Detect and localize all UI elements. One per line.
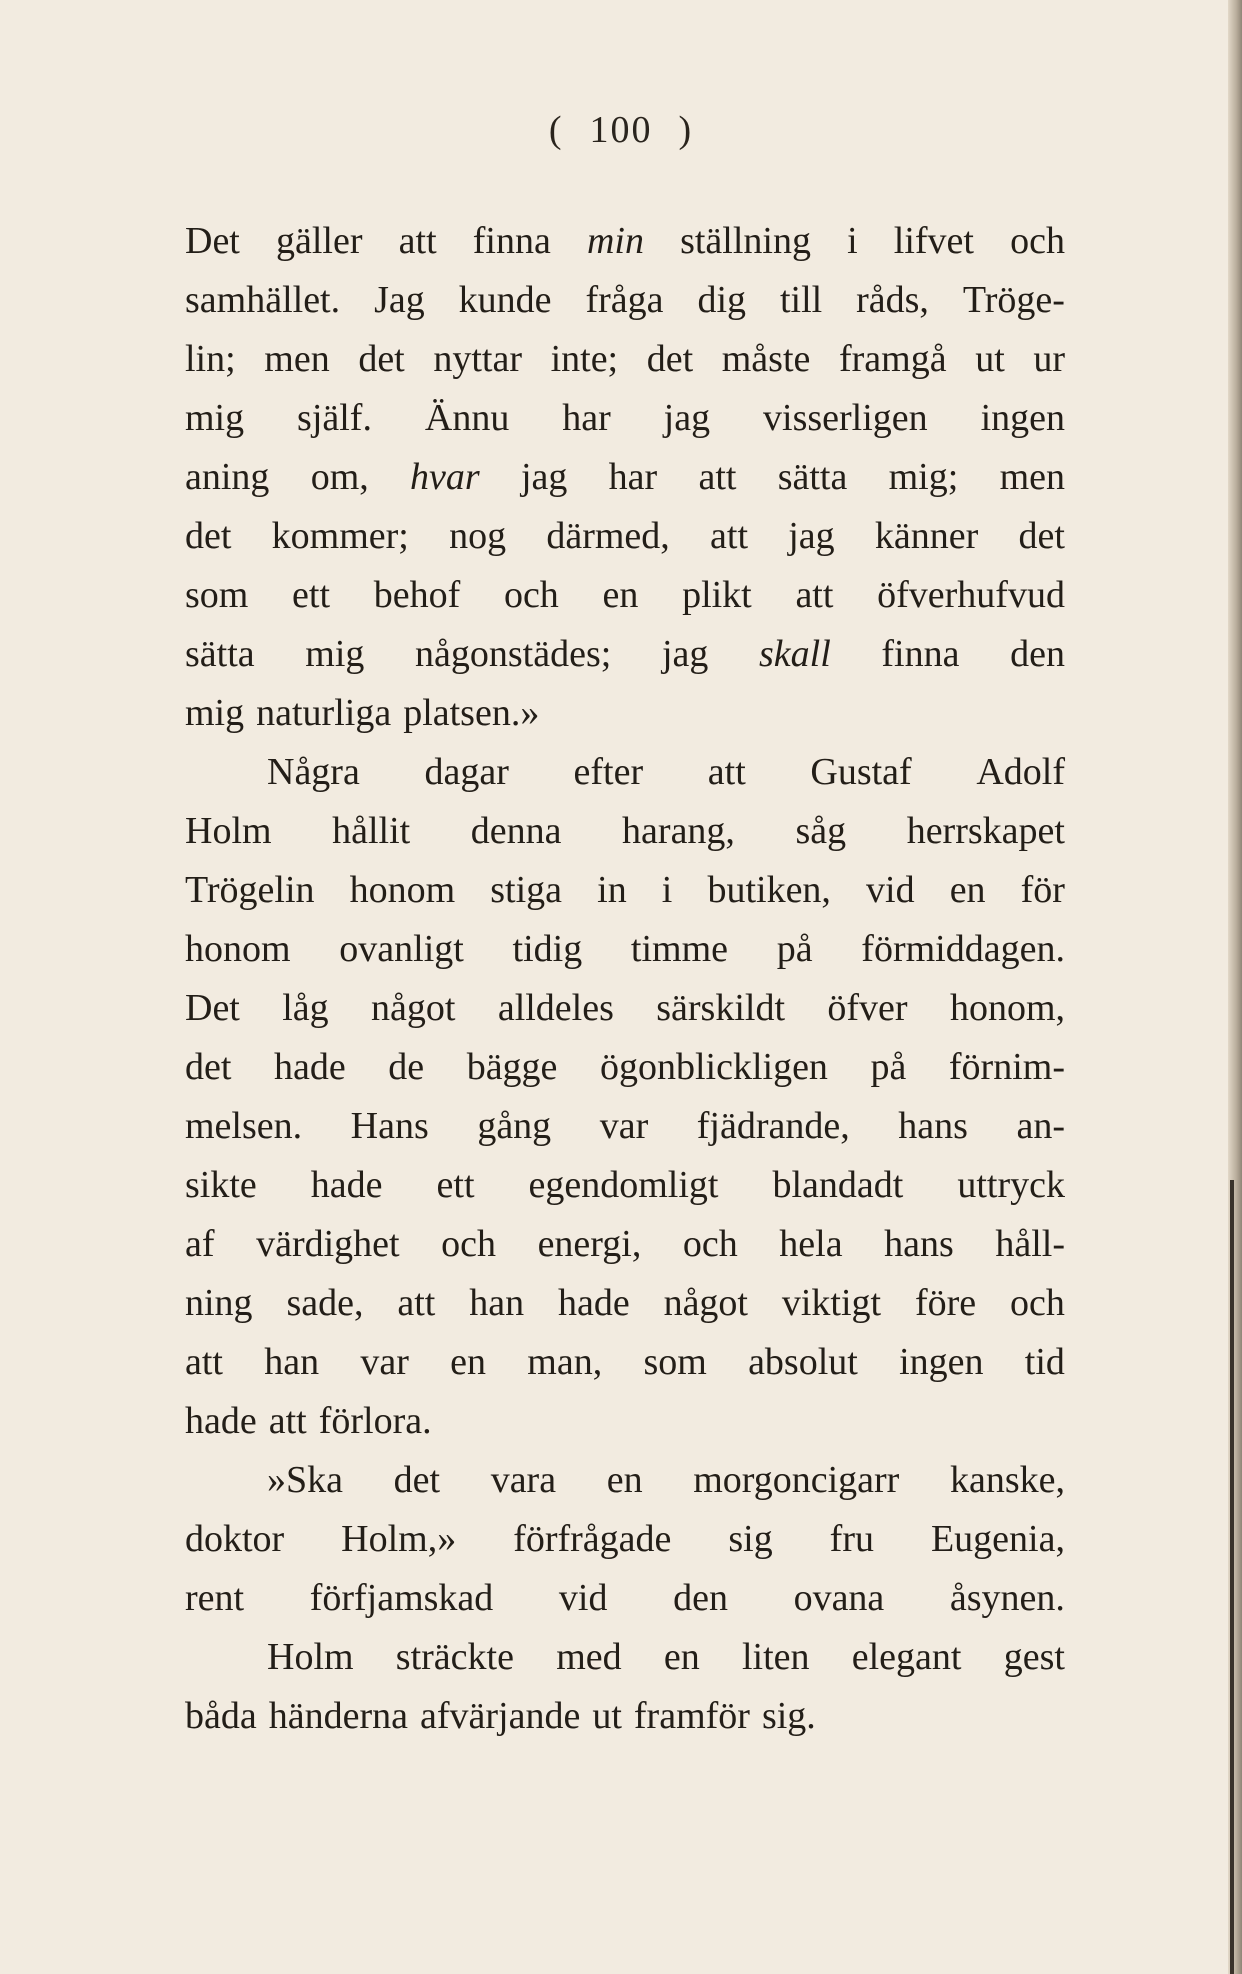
word: liten: [741, 1636, 810, 1678]
word: lifvet: [893, 220, 974, 262]
word: något: [663, 1282, 748, 1324]
word: timme: [630, 928, 729, 970]
word: plikt: [682, 574, 752, 616]
word: mig;: [888, 456, 959, 498]
word: kunde: [458, 279, 552, 321]
word: jag: [520, 456, 568, 498]
word: afvärjande: [420, 1695, 581, 1737]
word: af: [185, 1223, 215, 1265]
word: som: [185, 574, 249, 616]
word: båda: [185, 1695, 257, 1737]
word: den: [1010, 633, 1065, 675]
word: ovanligt: [339, 928, 464, 970]
word: en: [949, 869, 986, 911]
text-line: [185, 1274, 1065, 1333]
word: sträckte: [395, 1636, 514, 1678]
text-line: [185, 625, 1065, 684]
word: händerna: [268, 1695, 408, 1737]
word: denna: [470, 810, 562, 852]
word: den: [673, 1577, 728, 1619]
word: lin;: [185, 338, 236, 380]
word: dig: [697, 279, 747, 321]
word: förnim-: [948, 1046, 1065, 1088]
word: en: [606, 1459, 643, 1501]
word: honom: [349, 869, 456, 911]
word: Holm,»: [341, 1518, 457, 1560]
word: ställning: [680, 220, 811, 262]
word: låg: [282, 987, 329, 1029]
word: har: [562, 397, 611, 439]
word: fru: [829, 1518, 874, 1560]
word: åsynen.: [949, 1577, 1065, 1619]
word: att: [795, 574, 834, 616]
word: förlora.: [318, 1400, 432, 1442]
word: efter: [573, 751, 644, 793]
word: att: [698, 456, 737, 498]
text-line: [185, 448, 1065, 507]
word: doktor: [185, 1518, 285, 1560]
text-line: [185, 212, 1065, 271]
text-line: [185, 979, 1065, 1038]
word: Det: [185, 220, 240, 262]
word: honom: [185, 928, 291, 970]
word: ur: [1033, 338, 1065, 380]
word: ett: [292, 574, 331, 616]
word: egendomligt: [528, 1164, 719, 1206]
word: gest: [1003, 1636, 1065, 1678]
text-line: [185, 1038, 1065, 1097]
word: vid: [558, 1577, 608, 1619]
text-line: [185, 920, 1065, 979]
word: vara: [490, 1459, 557, 1501]
word: det: [1018, 515, 1065, 557]
word: mig: [305, 633, 365, 675]
page-number-value: 100: [589, 109, 653, 151]
word: att: [710, 515, 749, 557]
word: bägge: [466, 1046, 558, 1088]
word: ingen: [980, 397, 1065, 439]
word: stiga: [490, 869, 563, 911]
word: hvar: [410, 456, 480, 498]
word: före: [914, 1282, 977, 1324]
word: butiken,: [707, 869, 831, 911]
word: ovana: [793, 1577, 885, 1619]
word: i: [661, 869, 673, 911]
word: därmed,: [546, 515, 670, 557]
word: det: [358, 338, 405, 380]
word: öfverhufvud: [877, 574, 1065, 616]
word: ning: [185, 1282, 253, 1324]
word: öfver: [827, 987, 908, 1029]
word: naturliga: [256, 692, 392, 734]
word: jag: [661, 633, 709, 675]
word: Det: [185, 987, 240, 1029]
word: rent: [185, 1577, 245, 1619]
word: gäller: [276, 220, 363, 262]
word: hade: [310, 1164, 383, 1206]
word: håll-: [995, 1223, 1065, 1265]
word: Några: [267, 751, 360, 793]
word: förmiddagen.: [861, 928, 1065, 970]
word: till: [779, 279, 823, 321]
word: gång: [477, 1105, 552, 1147]
word: han: [469, 1282, 525, 1324]
text-line: [185, 1569, 1065, 1628]
text-line: [185, 1097, 1065, 1156]
word: fråga: [585, 279, 664, 321]
word: kommer;: [271, 515, 409, 557]
word: men: [999, 456, 1065, 498]
word: framgå: [838, 338, 947, 380]
word: måste: [721, 338, 811, 380]
word: behof: [373, 574, 461, 616]
word: an-: [1016, 1105, 1065, 1147]
word: känner: [874, 515, 979, 557]
word: blandadt: [772, 1164, 904, 1206]
body-text: [185, 212, 1065, 1746]
word: det: [393, 1459, 441, 1501]
word: hade: [557, 1282, 630, 1324]
word: alldeles: [497, 987, 614, 1029]
word: själf.: [297, 397, 372, 439]
text-line: [185, 389, 1065, 448]
word: platsen.»: [403, 692, 540, 734]
word: en: [450, 1341, 487, 1383]
word: mig: [185, 692, 245, 734]
word: förfrågade: [513, 1518, 672, 1560]
word: uttryck: [957, 1164, 1065, 1206]
word: de: [388, 1046, 425, 1088]
word: och: [503, 574, 559, 616]
word: kanske,: [949, 1459, 1065, 1501]
word: finna: [881, 633, 960, 675]
word: morgoncigarr: [693, 1459, 900, 1501]
word: Holm: [185, 810, 272, 852]
word: var: [360, 1341, 409, 1383]
word: nog: [449, 515, 507, 557]
word: hade: [273, 1046, 346, 1088]
page-number-close-paren: ): [678, 109, 694, 151]
word: vid: [866, 869, 915, 911]
word: min: [586, 220, 644, 262]
word: och: [441, 1223, 497, 1265]
word: särskildt: [656, 987, 786, 1029]
word: han: [264, 1341, 320, 1383]
word: aning: [185, 456, 270, 498]
text-line: [185, 1215, 1065, 1274]
word: Hans: [350, 1105, 429, 1147]
word: framför: [633, 1695, 750, 1737]
text-line: [185, 1333, 1065, 1392]
word: hela: [779, 1223, 843, 1265]
word: jag: [788, 515, 835, 557]
word: inte;: [550, 338, 619, 380]
word: fjädrande,: [696, 1105, 850, 1147]
word: skall: [759, 633, 831, 675]
word: tid: [1024, 1341, 1065, 1383]
word: viktigt: [781, 1282, 882, 1324]
word: i: [847, 220, 858, 262]
word: med: [556, 1636, 622, 1678]
word: och: [682, 1223, 738, 1265]
word: det: [185, 1046, 232, 1088]
word: ut: [592, 1695, 622, 1737]
word: på: [776, 928, 813, 970]
text-line: [185, 1451, 1065, 1510]
word: sätta: [777, 456, 848, 498]
word: att: [397, 1282, 436, 1324]
word: Holm: [267, 1636, 354, 1678]
word: på: [870, 1046, 907, 1088]
word: tidig: [512, 928, 583, 970]
word: för: [1020, 869, 1065, 911]
text-line: [185, 1628, 1065, 1687]
text-line: [185, 330, 1065, 389]
word: energi,: [537, 1223, 642, 1265]
word: sade,: [286, 1282, 364, 1324]
word: absolut: [748, 1341, 858, 1383]
word: harang,: [622, 810, 735, 852]
word: att: [185, 1341, 223, 1383]
word: en: [663, 1636, 700, 1678]
word: Gustaf: [810, 751, 912, 793]
page-number: [0, 108, 1242, 152]
word: hans: [898, 1105, 968, 1147]
word: ögonblickligen: [599, 1046, 828, 1088]
word: Eugenia,: [930, 1518, 1065, 1560]
binding-shadow: [1230, 1180, 1234, 1974]
word: visserligen: [763, 397, 928, 439]
word: var: [599, 1105, 649, 1147]
word: melsen.: [185, 1105, 303, 1147]
word: ett: [436, 1164, 475, 1206]
word: herrskapet: [906, 810, 1065, 852]
word: och: [1010, 220, 1065, 262]
text-line: [185, 802, 1065, 861]
word: Jag: [374, 279, 425, 321]
word: och: [1010, 1282, 1065, 1324]
text-line: [185, 861, 1065, 920]
word: såg: [795, 810, 847, 852]
word: råds,: [856, 279, 929, 321]
word: mig: [185, 397, 245, 439]
text-line: [185, 1392, 1065, 1451]
word: sig.: [761, 1695, 816, 1737]
text-line: [185, 743, 1065, 802]
text-line: [185, 684, 1065, 743]
word: honom,: [949, 987, 1065, 1029]
word: »Ska: [267, 1459, 343, 1501]
word: som: [643, 1341, 707, 1383]
word: dagar: [424, 751, 509, 793]
word: men: [264, 338, 330, 380]
word: förfjamskad: [309, 1577, 494, 1619]
word: att: [398, 220, 437, 262]
word: nyttar: [433, 338, 522, 380]
page-number-open-paren: (: [548, 109, 564, 151]
text-line: [185, 566, 1065, 625]
word: Ännu: [424, 397, 510, 439]
word: en: [602, 574, 639, 616]
word: sätta: [185, 633, 255, 675]
word: hade: [185, 1400, 257, 1442]
word: hans: [884, 1223, 954, 1265]
word: elegant: [851, 1636, 962, 1678]
word: sikte: [185, 1164, 257, 1206]
word: ut: [975, 338, 1005, 380]
word: någonstädes;: [415, 633, 612, 675]
text-line: [185, 1687, 1065, 1746]
word: att: [268, 1400, 307, 1442]
word: ingen: [899, 1341, 984, 1383]
word: finna: [472, 220, 551, 262]
word: hållit: [332, 810, 411, 852]
word: Trögelin: [185, 869, 315, 911]
text-line: [185, 507, 1065, 566]
word: värdighet: [256, 1223, 400, 1265]
word: Adolf: [976, 751, 1065, 793]
text-line: [185, 271, 1065, 330]
word: det: [646, 338, 694, 380]
text-line: [185, 1510, 1065, 1569]
word: det: [185, 515, 232, 557]
word: om,: [310, 456, 369, 498]
word: har: [608, 456, 658, 498]
word: jag: [663, 397, 711, 439]
word: in: [597, 869, 627, 911]
word: Tröge-: [962, 279, 1065, 321]
text-line: [185, 1156, 1065, 1215]
word: sig: [728, 1518, 773, 1560]
word: att: [707, 751, 746, 793]
word: något: [371, 987, 456, 1029]
word: man,: [527, 1341, 603, 1383]
word: samhället.: [185, 279, 341, 321]
